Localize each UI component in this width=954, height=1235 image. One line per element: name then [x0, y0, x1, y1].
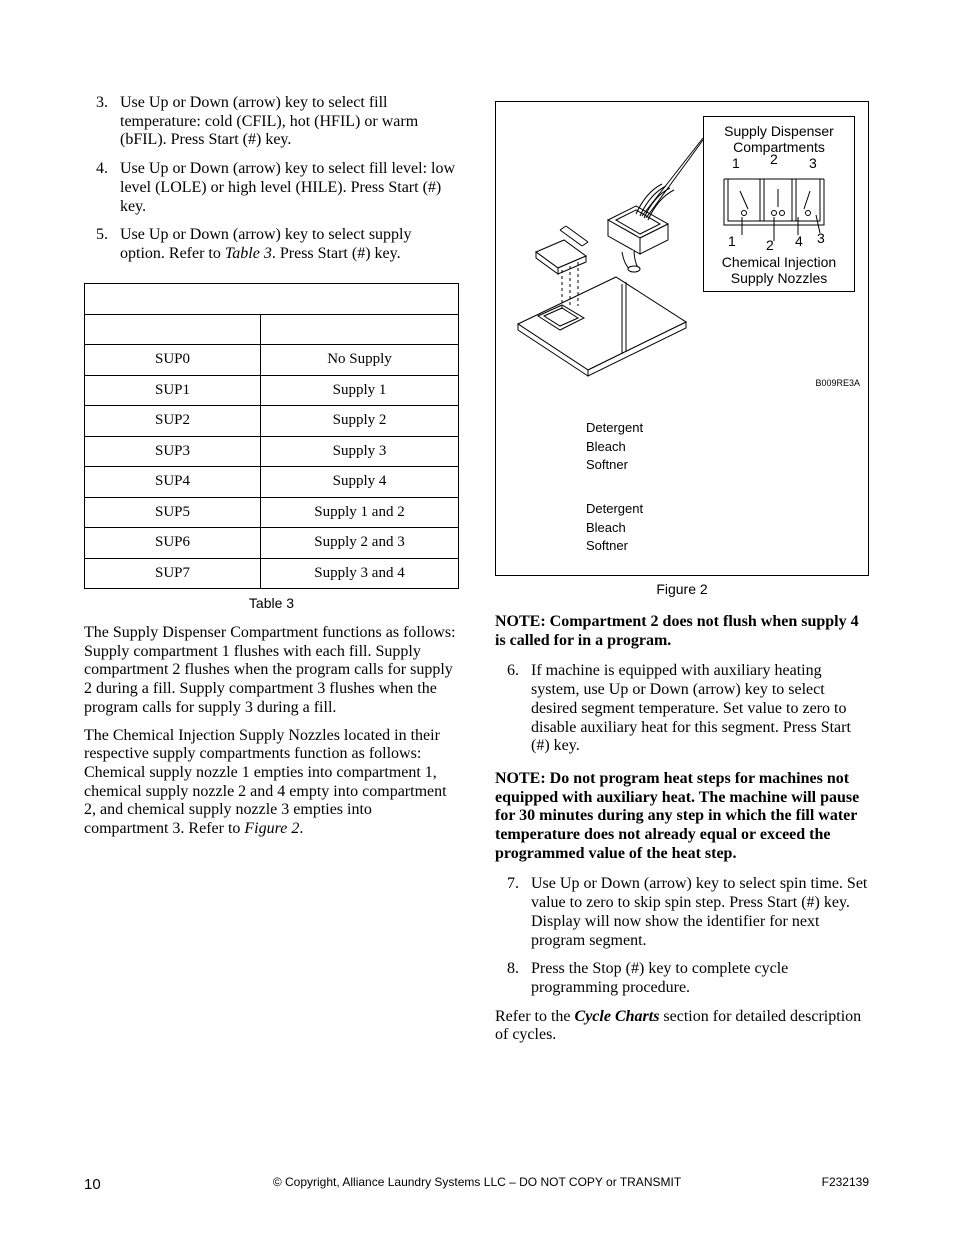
table-title-row — [85, 284, 459, 315]
supply-description-cell: Supply 2 and 3 — [261, 528, 459, 559]
table-title-cell — [85, 284, 459, 315]
step-text: If machine is equipped with auxiliary heating system, use Up or Down (arrow) key to select desired segment temperature. Set value to zero to disable auxiliary heat for this segment. Press Start (#) key. — [531, 662, 851, 755]
supply-code-cell: SUP7 — [85, 558, 261, 589]
cycle-charts-reference: Cycle Charts — [574, 1007, 660, 1025]
label-softner: Softner — [586, 457, 628, 472]
step-3 — [84, 94, 460, 150]
copyright-notice: © Copyright, Alliance Laundry Systems LLC – DO NOT COPY or TRANSMIT — [272, 1175, 682, 1189]
table-header-cell — [85, 314, 261, 345]
step-number: 7. — [507, 875, 519, 893]
step-6 — [495, 662, 869, 756]
label-group-a — [586, 419, 643, 475]
table-row — [85, 406, 459, 437]
table-header-row — [85, 314, 459, 345]
table-row — [85, 497, 459, 528]
step-8 — [495, 960, 869, 997]
table-row — [85, 436, 459, 467]
step-text: Use Up or Down (arrow) key to select spin time. Set value to zero to skip spin step. Press Start (#) key. Display will now show the identifier for next program segment. — [531, 875, 868, 949]
compartment-paragraph: The Supply Dispenser Compartment functions as follows: Supply compartment 1 flushes with each fill. Supply compartment 2 flushes when the program calls for supply 2 during a fill. Supply compartment 3 flushes when the program calls for supply 3 during a fill. — [84, 624, 456, 716]
paragraph-text-end: section for detailed description of cycles. — [495, 1007, 862, 1044]
step-number: 3. — [96, 94, 108, 111]
left-column — [84, 94, 460, 274]
label-group-b — [586, 500, 643, 556]
label-bleach: Bleach — [586, 438, 626, 454]
label-detergent: Detergent — [586, 420, 644, 435]
step-text: Use Up or Down (arrow) key to select supply option. Refer to — [120, 226, 412, 262]
step-7 — [495, 875, 869, 950]
legend-bottom-line1: Chemical Injection — [721, 254, 837, 270]
left-paragraphs — [84, 624, 460, 848]
step-text-end: . Press Start (#) key. — [271, 244, 401, 262]
nozzle-number: 2 — [766, 237, 774, 253]
step-number: 5. — [96, 226, 108, 244]
step-number: 4. — [96, 160, 108, 178]
supply-description-cell: Supply 1 and 2 — [261, 497, 459, 528]
figure-caption: Figure 2 — [656, 581, 708, 597]
table-body — [85, 345, 459, 589]
step-number: 8. — [507, 960, 519, 978]
table-header-cell — [261, 314, 459, 345]
table-row — [85, 528, 459, 559]
right-column — [495, 613, 869, 1054]
supply-code-cell: SUP4 — [85, 467, 261, 498]
supply-code-cell: SUP3 — [85, 436, 261, 467]
legend-title-line2: Compartments — [733, 139, 825, 155]
figure-reference: Figure 2 — [244, 820, 300, 838]
paragraph-text: Refer to the — [495, 1007, 575, 1025]
step-4 — [84, 160, 460, 216]
note-compartment-2: NOTE: Compartment 2 does not flush when supply 4 is called for in a program. — [495, 613, 859, 649]
supply-description-cell: Supply 3 and 4 — [261, 558, 459, 589]
compartment-number: 3 — [809, 155, 817, 171]
supply-description-cell: Supply 4 — [261, 467, 459, 498]
supply-description-cell: Supply 1 — [261, 375, 459, 406]
supply-options-table — [84, 283, 459, 589]
nozzle-paragraph — [84, 727, 460, 839]
cycle-charts-paragraph — [495, 1008, 869, 1045]
table-row — [85, 467, 459, 498]
document-id: F232139 — [821, 1175, 869, 1189]
table-row — [85, 345, 459, 376]
legend-bottom-line2: Supply Nozzles — [730, 270, 828, 286]
supply-code-cell: SUP1 — [85, 375, 261, 406]
label-detergent: Detergent — [586, 501, 644, 516]
table-reference: Table 3 — [224, 244, 272, 262]
supply-description-cell: Supply 2 — [261, 406, 459, 437]
compartment-number: 2 — [770, 151, 778, 167]
page-number: 10 — [84, 1176, 101, 1193]
nozzle-paragraph-text: The Chemical Injection Supply Nozzles located in their respective supply compartments function as follows: Chemical supply nozzle 1 empties into compartment 1, chemical supply nozzle 2 and 4 empty into compartment 2, and chemical supply nozzle 3 empties into compartment 3. Refer to — [84, 726, 447, 838]
nozzle-number: 3 — [817, 230, 825, 246]
legend-box — [703, 116, 855, 292]
step-text: Use Up or Down (arrow) key to select fill temperature: cold (CFIL), hot (HFIL) or warm (bFIL). Press Start (#) key. — [120, 94, 419, 149]
legend-title-line1: Supply Dispenser — [724, 123, 834, 139]
note-heat-steps: NOTE: Do not program heat steps for machines not equipped with auxiliary heat. The machine will pause for 30 minutes during any step in which the fill water temperature does not already equal or exceed the programmed value of the heat step. — [495, 769, 860, 862]
figure-code: B009RE3A — [815, 378, 860, 388]
table-caption: Table 3 — [248, 595, 295, 611]
nozzle-number: 1 — [728, 233, 736, 249]
supply-code-cell: SUP5 — [85, 497, 261, 528]
label-bleach: Bleach — [586, 519, 626, 535]
nozzle-paragraph-end: . — [299, 820, 304, 838]
step-text: Use Up or Down (arrow) key to select fill level: low level (LOLE) or high level (HILE). Press Start (#) key. — [120, 160, 456, 215]
step-5 — [84, 226, 460, 263]
supply-description-cell: Supply 3 — [261, 436, 459, 467]
label-softner: Softner — [586, 538, 628, 553]
supply-code-cell: SUP2 — [85, 406, 261, 437]
nozzle-number: 4 — [795, 233, 803, 249]
tub-top-plate — [518, 277, 686, 370]
step-text: Press the Stop (#) key to complete cycle programming procedure. — [531, 960, 789, 996]
supply-description-cell: No Supply — [261, 345, 459, 376]
supply-code-cell: SUP0 — [85, 345, 261, 376]
steps-list-top — [84, 94, 460, 264]
supply-code-cell: SUP6 — [85, 528, 261, 559]
figure-2 — [495, 101, 869, 576]
compartment-number: 1 — [732, 155, 740, 171]
table-row — [85, 558, 459, 589]
step-number: 6. — [507, 662, 519, 680]
table-row — [85, 375, 459, 406]
